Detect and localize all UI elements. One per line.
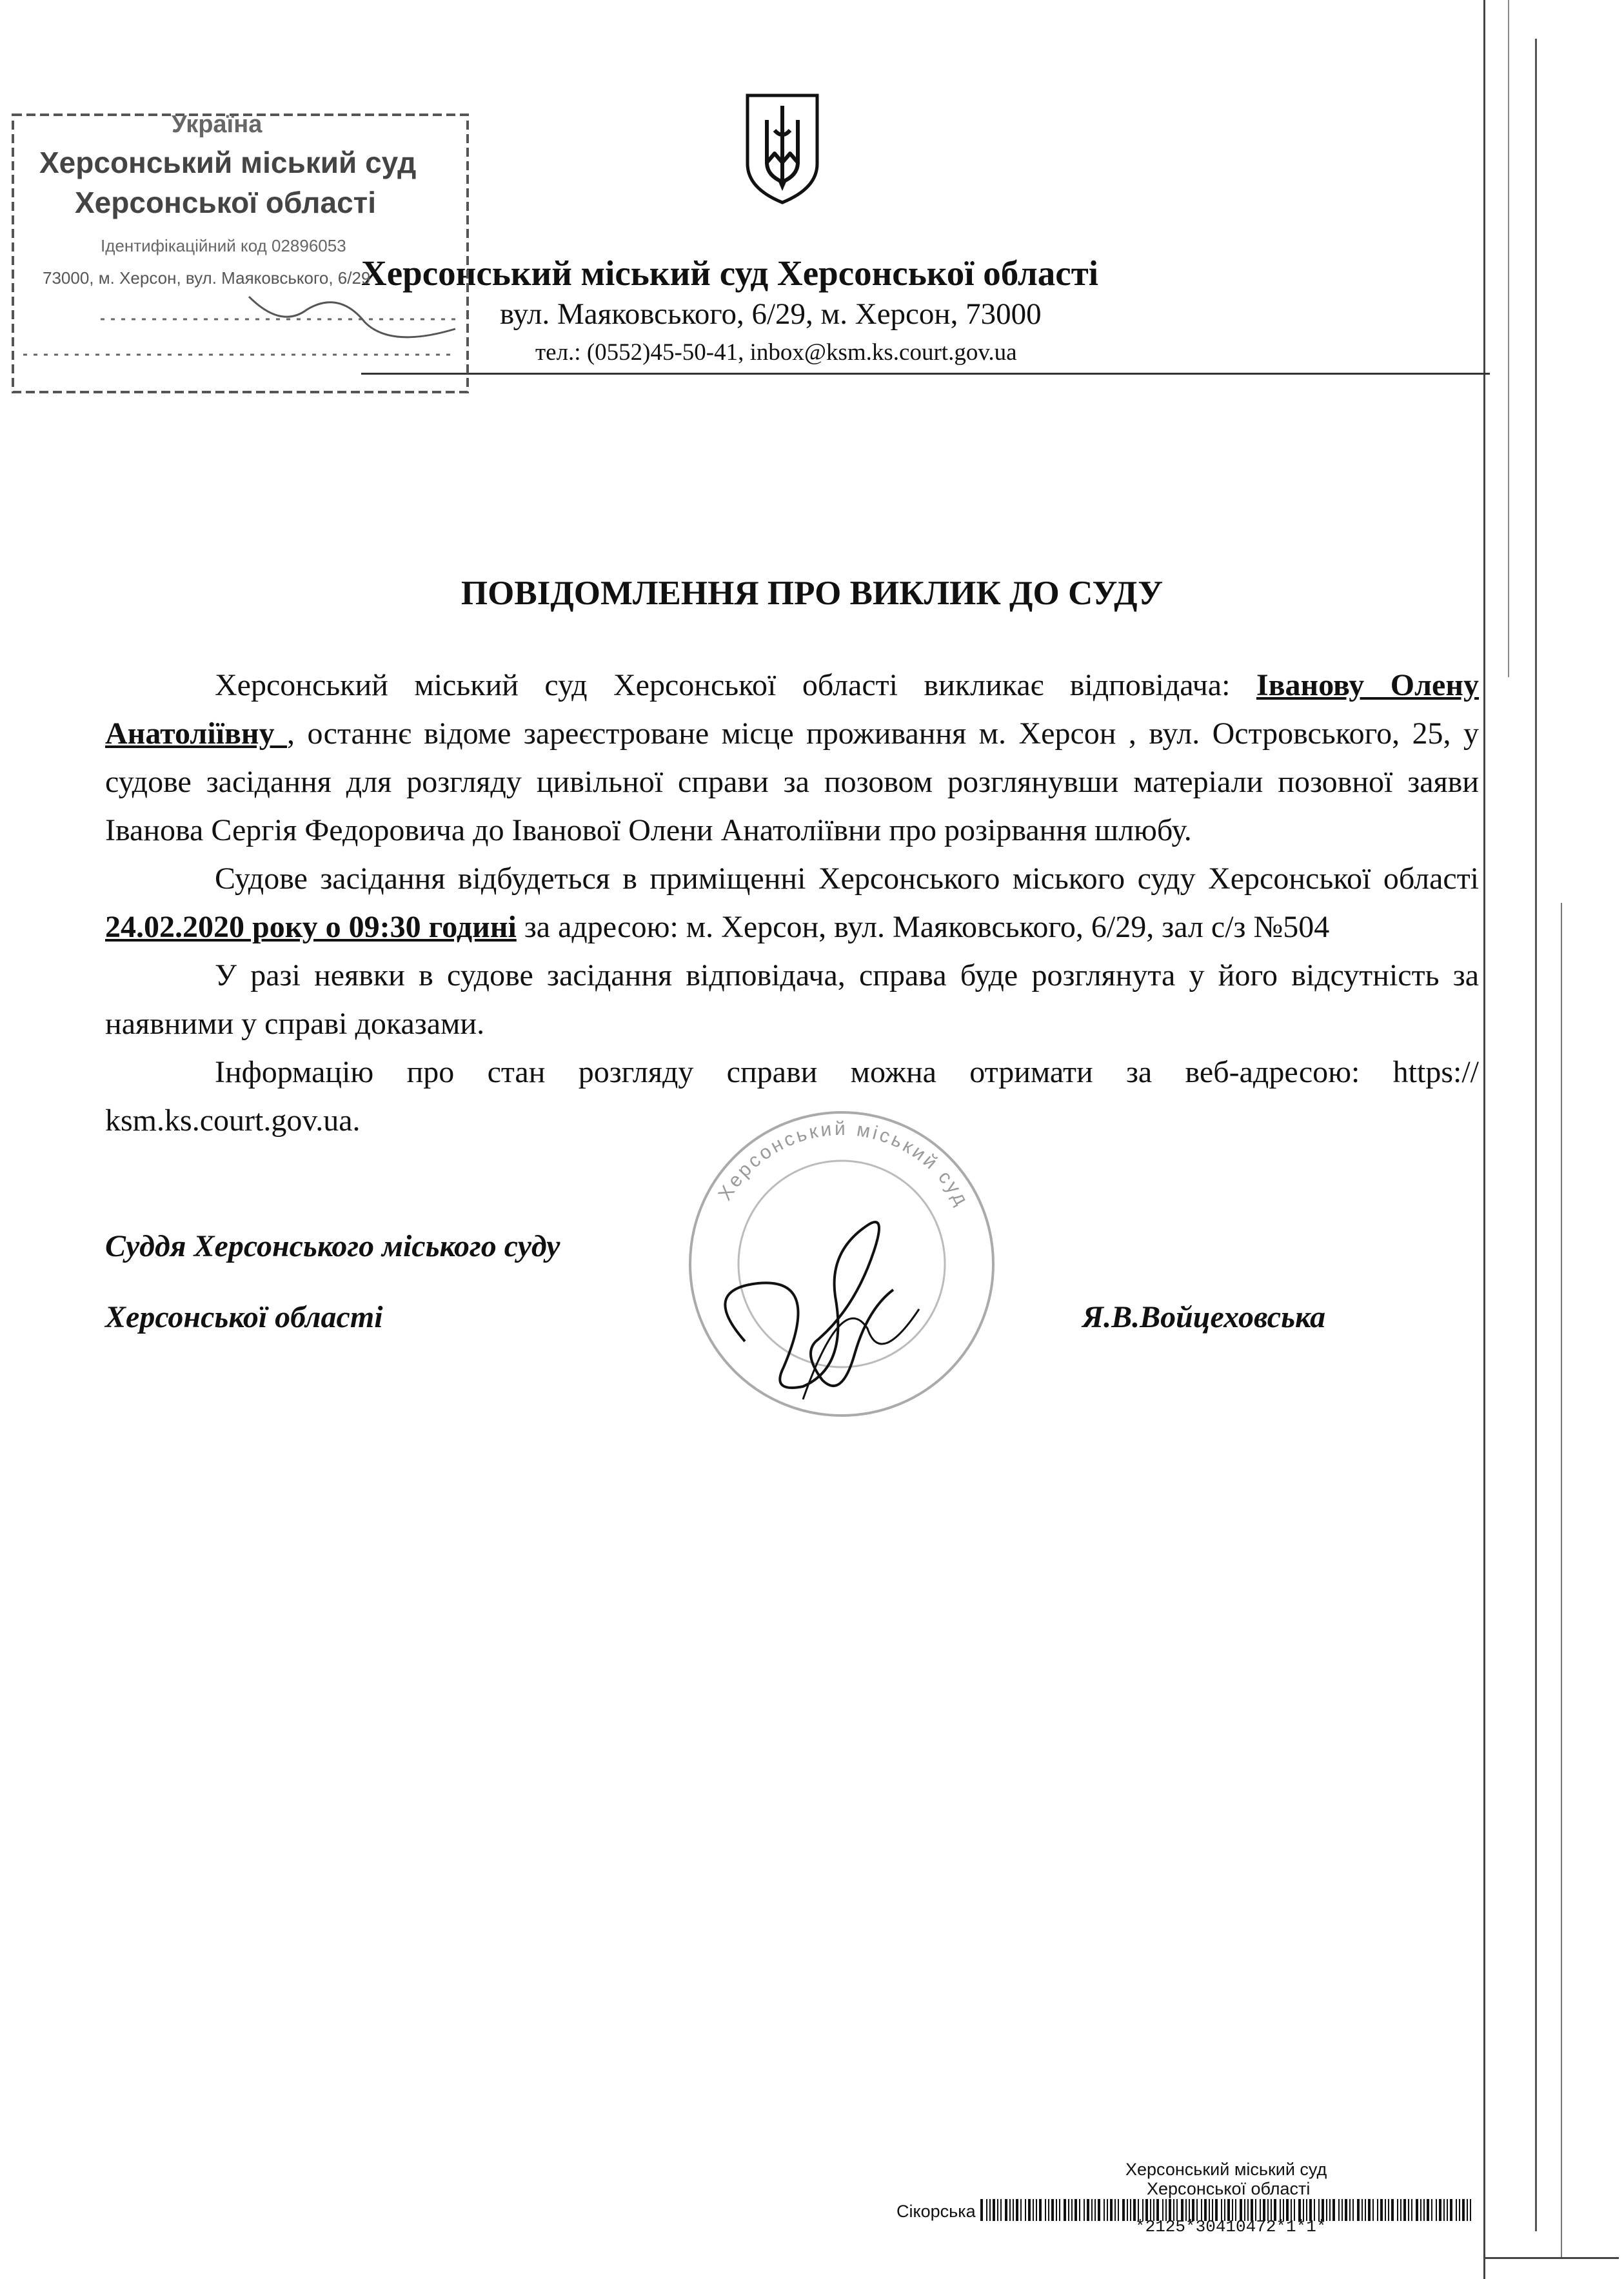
barcode-bar — [1107, 2199, 1108, 2221]
barcode-bar — [1431, 2199, 1432, 2221]
body-paragraph-hearing — [105, 854, 1479, 951]
barcode-bar — [1079, 2199, 1080, 2221]
svg-text:Херсонський міський суд — [714, 1118, 973, 1211]
barcode-bar — [1045, 2199, 1046, 2221]
scan-edge-line — [1561, 903, 1562, 2257]
round-seal — [674, 1096, 1009, 1432]
barcode-bar — [1391, 2199, 1394, 2221]
barcode-bar — [1005, 2199, 1007, 2221]
barcode-bar — [1385, 2199, 1386, 2221]
barcode-bar — [989, 2199, 991, 2221]
barcode-bar — [1020, 2199, 1022, 2221]
paragraph-text: , останнє відоме зареєстроване місце проживання м. Херсон , вул. Островського, 25, у судове засідання для розгляду цивільної справи за позовом розглянувши матеріали позовної заяви Іванова Сергія Федоровича до Іванової Олени Анатоліївни про розірвання шлюбу. — [105, 716, 1479, 847]
barcode-bar — [1439, 2199, 1441, 2221]
barcode-bar — [1388, 2199, 1389, 2221]
court-address: вул. Маяковського, 6/29, м. Херсон, 73000 — [500, 297, 1042, 331]
barcode-bar — [1130, 2199, 1131, 2221]
barcode-bar — [1470, 2199, 1471, 2221]
barcode-bar — [1016, 2199, 1018, 2221]
court-stamp — [4, 97, 478, 400]
barcode-bar — [1397, 2199, 1398, 2221]
barcode-bar — [1427, 2199, 1429, 2221]
defendant-name: Іванову Олену Анатоліївну — [105, 668, 1479, 751]
barcode-bar — [1408, 2199, 1409, 2221]
barcode-bar — [1025, 2199, 1026, 2221]
barcode-bar — [1122, 2199, 1125, 2221]
barcode-bar — [1456, 2199, 1457, 2221]
barcode-bar — [1352, 2199, 1354, 2221]
stamp-line-1: Україна — [172, 111, 262, 138]
hearing-datetime: 24.02.2020 року о 09:30 годині — [105, 910, 517, 944]
barcode-bar — [1048, 2199, 1049, 2221]
barcode-bar — [1462, 2199, 1465, 2221]
footer-court-line1: Херсонський міський суд — [1125, 2160, 1327, 2179]
barcode-bar — [1068, 2199, 1069, 2221]
barcode-bar — [1443, 2199, 1445, 2221]
stamp-line-5: 73000, м. Херсон, вул. Маяковського, 6/29 — [43, 268, 371, 288]
barcode-bar — [1091, 2199, 1093, 2221]
barcode-bar — [1329, 2199, 1331, 2221]
paragraph-text: за адресою: м. Херсон, вул. Маяковського, 6/29, зал с/з №504 — [516, 910, 1330, 944]
barcode-bar — [1094, 2199, 1096, 2221]
barcode-bar — [1104, 2199, 1105, 2221]
barcode-bar — [1114, 2199, 1116, 2221]
barcode-bar — [1074, 2199, 1077, 2221]
judge-title-line2: Херсонської області — [105, 1300, 383, 1334]
stamp-line-2: Херсонський міський суд — [39, 146, 417, 179]
barcode-bar — [986, 2199, 987, 2221]
barcode-bar — [993, 2199, 995, 2221]
barcode-bar — [1416, 2199, 1418, 2221]
barcode-bar — [1332, 2199, 1335, 2221]
barcode-bar — [1051, 2199, 1054, 2221]
barcode-bar — [1450, 2199, 1452, 2221]
stamp-line-4: Ідентифікаційний код 02896053 — [101, 236, 346, 255]
coat-of-arms-icon — [744, 92, 821, 205]
barcode-bar — [1127, 2199, 1128, 2221]
judge-title-line1: Суддя Херсонського міського суду — [105, 1229, 560, 1263]
document-title: ПОВІДОМЛЕННЯ ПРО ВИКЛИК ДО СУДУ — [460, 575, 1164, 612]
barcode-bar — [1039, 2199, 1042, 2221]
body-paragraph-absence: У разі неявки в судове засідання відповідача, справа буде розглянута у його відсутність за наявними у справі доказами. — [105, 958, 1479, 1041]
barcode-bar — [1009, 2199, 1011, 2221]
scan-edge-line — [1483, 0, 1485, 2279]
barcode-bar — [1447, 2199, 1448, 2221]
barcode-bar — [1377, 2199, 1378, 2221]
barcode-bar — [1380, 2199, 1383, 2221]
barcode-bar — [1372, 2199, 1374, 2221]
barcode-bar — [1033, 2199, 1034, 2221]
barcode-bar — [1064, 2199, 1066, 2221]
barcode-bar — [1342, 2199, 1343, 2221]
barcode-bar — [1368, 2199, 1371, 2221]
barcode-bar — [980, 2199, 983, 2221]
footer-court-line2: Херсонської області — [1147, 2179, 1311, 2198]
footer-clerk: Сікорська — [896, 2202, 976, 2221]
paragraph-text: Судове засідання відбудеться в приміщенні Херсонського міського суду Херсонської області — [215, 862, 1479, 896]
barcode-bar — [1345, 2199, 1347, 2221]
court-name: Херсонський міський суд Херсонської області — [361, 253, 1098, 293]
barcode-bar — [1036, 2199, 1037, 2221]
barcode-bar — [1365, 2199, 1366, 2221]
barcode-bar — [1362, 2199, 1363, 2221]
barcode-bar — [1357, 2199, 1360, 2221]
barcode-bar — [1013, 2199, 1014, 2221]
barcode-bar — [997, 2199, 998, 2221]
barcode-bar — [1056, 2199, 1057, 2221]
judge-name: Я.В.Войцеховська — [1082, 1300, 1326, 1334]
barcode-bar — [1087, 2199, 1089, 2221]
barcode-bar — [1349, 2199, 1351, 2221]
barcode-bar — [1059, 2199, 1060, 2221]
barcode-bar — [1411, 2199, 1412, 2221]
barcode-number: *2125*30410472*1*1* — [1135, 2217, 1327, 2236]
barcode-bar — [1400, 2199, 1401, 2221]
barcode-bar — [1459, 2199, 1460, 2221]
stamp-line-3: Херсонської області — [75, 186, 376, 219]
barcode-bar — [1071, 2199, 1073, 2221]
barcode-bar — [1420, 2199, 1421, 2221]
barcode-bar — [1110, 2199, 1113, 2221]
barcode-bar — [1338, 2199, 1340, 2221]
barcode-bar — [1098, 2199, 1100, 2221]
scan-edge-line — [1483, 2257, 1619, 2259]
barcode-bar — [1000, 2199, 1002, 2221]
body-paragraph-summons — [105, 661, 1479, 854]
barcode-bar — [1084, 2199, 1085, 2221]
scan-edge-line — [1535, 39, 1537, 2231]
barcode-bar — [1403, 2199, 1406, 2221]
barcode-bar — [1028, 2199, 1031, 2221]
barcode-bar — [1423, 2199, 1425, 2221]
paragraph-text: Херсонський міський суд Херсонської області викликає відповідача: — [215, 668, 1256, 702]
barcode-bar — [1118, 2199, 1119, 2221]
barcode-bar — [1467, 2199, 1468, 2221]
body-paragraph-info: Інформацію про стан розгляду справи можна отримати за веб-адресою: https:// ksm.ks.court.gov.ua. — [105, 1055, 1479, 1138]
seal-text: Херсонський міський суд — [714, 1118, 973, 1211]
court-contacts: тел.: (0552)45-50-41, inbox@ksm.ks.court.gov.ua — [535, 339, 1017, 366]
barcode-bar — [1436, 2199, 1437, 2221]
header-divider — [361, 373, 1490, 375]
notice-body — [105, 661, 1479, 1145]
